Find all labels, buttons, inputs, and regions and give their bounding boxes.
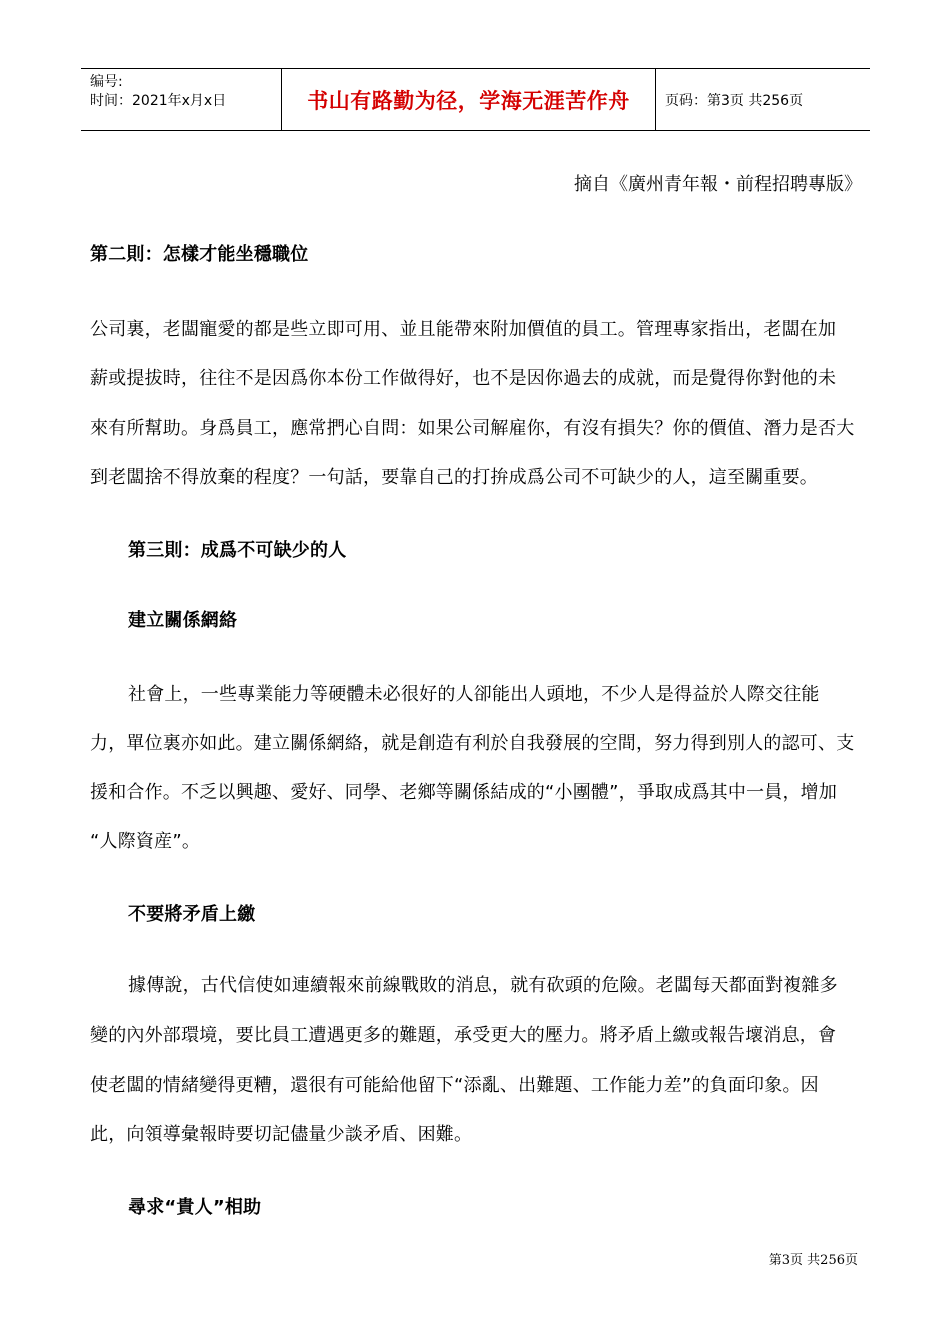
paragraph-line: 變的內外部環境，要比員工遭遇更多的難題，承受更大的壓力。將矛盾上繳或報告壞消息，會 — [90, 1025, 837, 1046]
footer-page-label: 第3页 共256页 — [768, 1253, 858, 1268]
paragraph-line: 此，向領導彙報時要切記儘量少談矛盾、困難。 — [90, 1124, 473, 1145]
subsection-title: 建立關係網絡 — [128, 610, 238, 631]
serial-label: 编号: — [90, 74, 123, 90]
subsection-title: 尋求“貴人”相助 — [128, 1197, 262, 1218]
paragraph-line: 公司裏，老闆寵愛的都是些立即可用、並且能帶來附加價值的員工。管理專家指出，老闆在加 — [90, 319, 837, 340]
time-label: 时间：2021年x月x日 — [90, 93, 227, 109]
paragraph-line: 來有所幫助。身爲員工，應常捫心自問：如果公司解雇你，有沒有損失？你的價值、潛力是否大 — [90, 418, 855, 439]
paragraph-line: 到老闆捨不得放棄的程度？一句話，要靠自己的打拚成爲公司不可缺少的人，這至關重要。 — [90, 467, 818, 488]
source-citation: 摘自《廣州青年報・前程招聘專版》 — [574, 174, 862, 195]
section2-title: 第二則：怎樣才能坐穩職位 — [90, 244, 309, 265]
paragraph-line: 薪或提拔時，往往不是因爲你本份工作做得好，也不是因你過去的成就，而是覺得你對他的未 — [90, 368, 837, 389]
paragraph-line: “人際資産”。 — [90, 831, 201, 852]
paragraph-line: 社會上，一些專業能力等硬體未必很好的人卻能出人頭地，不少人是得益於人際交往能 — [128, 684, 820, 705]
section3-title: 第三則：成爲不可缺少的人 — [128, 540, 347, 561]
subsection-title: 不要將矛盾上繳 — [128, 904, 256, 925]
paragraph-line: 據傳說，古代信使如連續報來前線戰敗的消息，就有砍頭的危險。老闆每天都面對複雜多 — [128, 975, 838, 996]
header-motto: 书山有路勤为径，学海无涯苦作舟 — [281, 69, 656, 130]
header-page-label: 页码：第3页 共256页 — [665, 92, 804, 109]
header-meta — [81, 69, 281, 130]
paragraph-line: 援和合作。不乏以興趣、愛好、同學、老鄉等關係結成的“小團體”，爭取成爲其中一員，增加 — [90, 782, 838, 803]
paragraph-line: 使老闆的情緒變得更糟，還很有可能給他留下“添亂、出難題、工作能力差”的負面印象。因 — [90, 1075, 819, 1096]
paragraph-line: 力，單位裏亦如此。建立關係網絡，就是創造有利於自我發展的空間，努力得到別人的認可、支 — [90, 733, 855, 754]
page-header — [81, 68, 870, 131]
